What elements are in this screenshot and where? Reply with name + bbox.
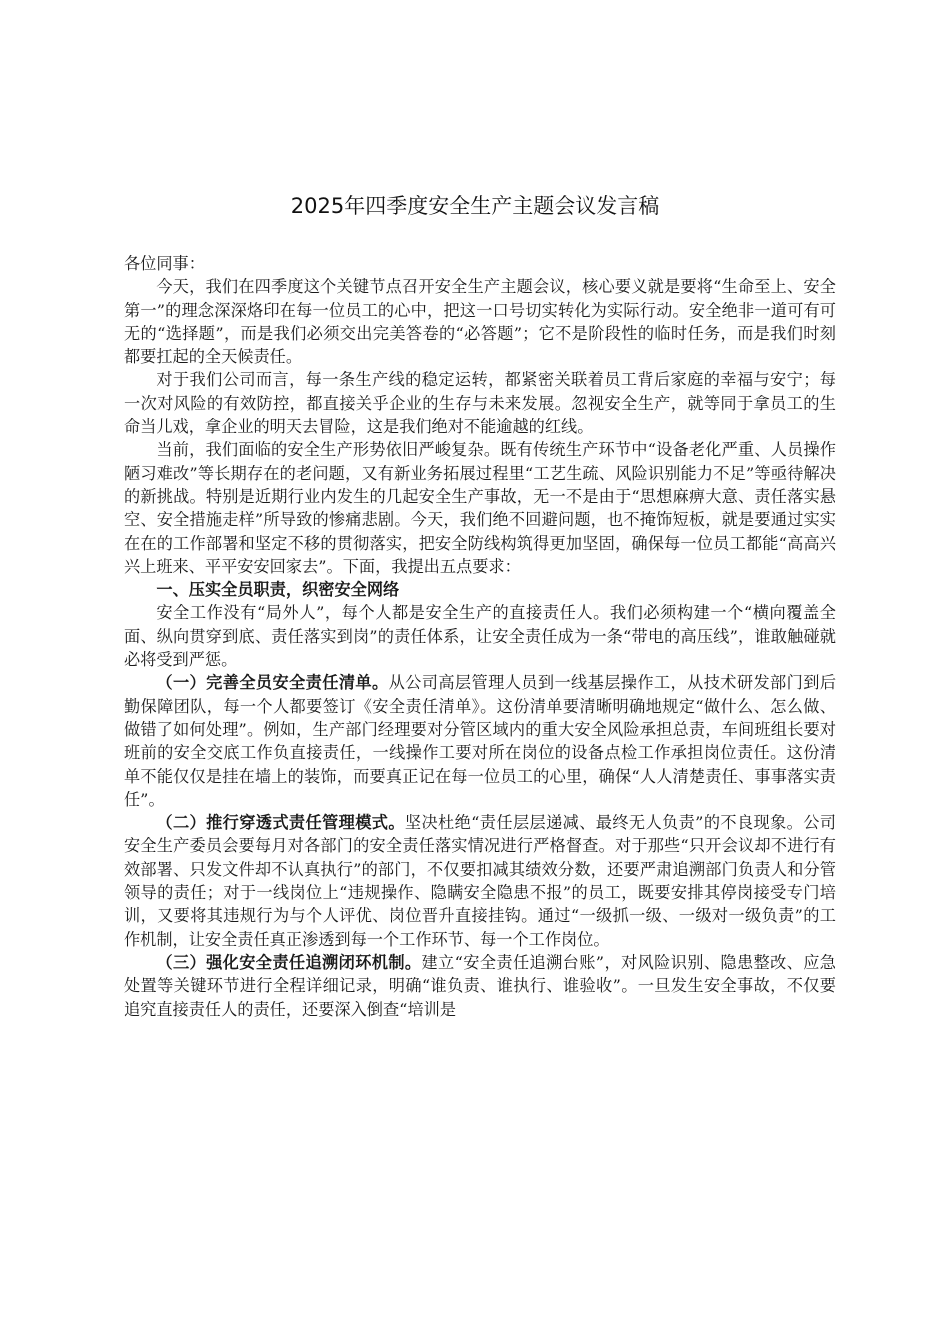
paragraph-current-situation: 当前，我们面临的安全生产形势依旧严峻复杂。既有传统生产环节中“设备老化严重、人员操作陋习难改”等长期存在的老问题，又有新业务拓展过程里“工艺生疏、风险识别能力不足”等亟待解决的新挑战。特别是近期行业内发生的几起安全生产事故，无一不是由于“思想麻痹大意、责任落实悬空、安全措施走样”所导致的惨痛悲剧。今天，我们绝不回避问题，也不掩饰短板，就是要通过实实在在的工作部署和坚定不移的贯彻落实，把安全防线构筑得更加坚固，确保每一位员工都能“高高兴兴上班来、平平安安回家去”。下面，我提出五点要求： — [124, 440, 836, 576]
item-text: 坚决杜绝“责任层层递减、最终无人负责”的不良现象。公司安全生产委员会要每月对各部门的安全责任落实情况进行严格督查。对于那些“只开会议却不进行有效部署、只发文件却不认真执行”的部门，不仅要扣减其绩效分数，还要严肃追溯部门负责人和分管领导的责任；对于一线岗位上“违规操作、隐瞒安全隐患不报”的员工，既要安排其停岗接受专门培训，又要将其违规行为与个人评优、岗位晋升直接挂钩。通过“一级抓一级、一级对一级负责”的工作机制，让安全责任真正渗透到每一个工作环节、每一个工作岗位。 — [124, 813, 836, 949]
section-1-item-3 — [124, 951, 836, 1021]
item-lead: （三）强化安全责任追溯闭环机制。 — [156, 952, 422, 972]
section-1-item-2 — [124, 811, 836, 951]
salutation: 各位同事： — [124, 254, 205, 273]
section-1-intro: 安全工作没有“局外人”，每个人都是安全生产的直接责任人。我们必须构建一个“横向覆盖全面、纵向贯穿到底、责任落实到岗”的责任体系，让安全责任成为一条“带电的高压线”，谁敢触碰就必将受到严惩。 — [124, 603, 836, 670]
section-heading-1: 一、压实全员职责，织密安全网络 — [156, 580, 400, 600]
item-text: 建立“安全责任追溯台账”，对风险识别、隐患整改、应急处置等关键环节进行全程详细记录，明确“谁负责、谁执行、谁验收”。一旦发生安全事故，不仅要追究直接责任人的责任，还要深入倒查“培训是 — [124, 952, 836, 1019]
item-lead: （一）完善全员安全责任清单。 — [156, 673, 389, 693]
item-text: 从公司高层管理人员到一线基层操作工，从技术研发部门到后勤保障团队，每一个人都要签订《安全责任清单》。这份清单要清晰明确地规定“做什么、怎么做、做错了如何处理”。例如，生产部门经理要对分管区域内的重大安全风险承担总责，车间班组长要对班前的安全交底工作负直接责任，一线操作工要对所在岗位的设备点检工作承担岗位责任。这份清单不能仅仅是挂在墙上的装饰，而要真正记在每一位员工的心里，确保“人人清楚责任、事事落实责任”。 — [124, 673, 837, 809]
document-title: 2025年四季度安全生产主题会议发言稿 — [290, 194, 660, 218]
item-lead: （二）推行穿透式责任管理模式。 — [156, 813, 405, 833]
document-body — [124, 252, 836, 1021]
section-1-item-1 — [124, 671, 836, 811]
paragraph-opening: 今天，我们在四季度这个关键节点召开安全生产主题会议，核心要义就是要将“生命至上、安全第一”的理念深深烙印在每一位员工的心中，把这一口号切实转化为实际行动。安全绝非一道可有可无的“选择题”，而是我们必须交出完美答卷的“必答题”；它不是阶段性的临时任务，而是我们时刻都要扛起的全天候责任。 — [124, 277, 836, 367]
paragraph-company-importance: 对于我们公司而言，每一条生产线的稳定运转，都紧密关联着员工背后家庭的幸福与安宁；每一次对风险的有效防控，都直接关乎企业的生存与未来发展。忽视安全生产，就等同于拿员工的生命当儿戏，拿企业的明天去冒险，这是我们绝对不能逾越的红线。 — [124, 370, 836, 437]
